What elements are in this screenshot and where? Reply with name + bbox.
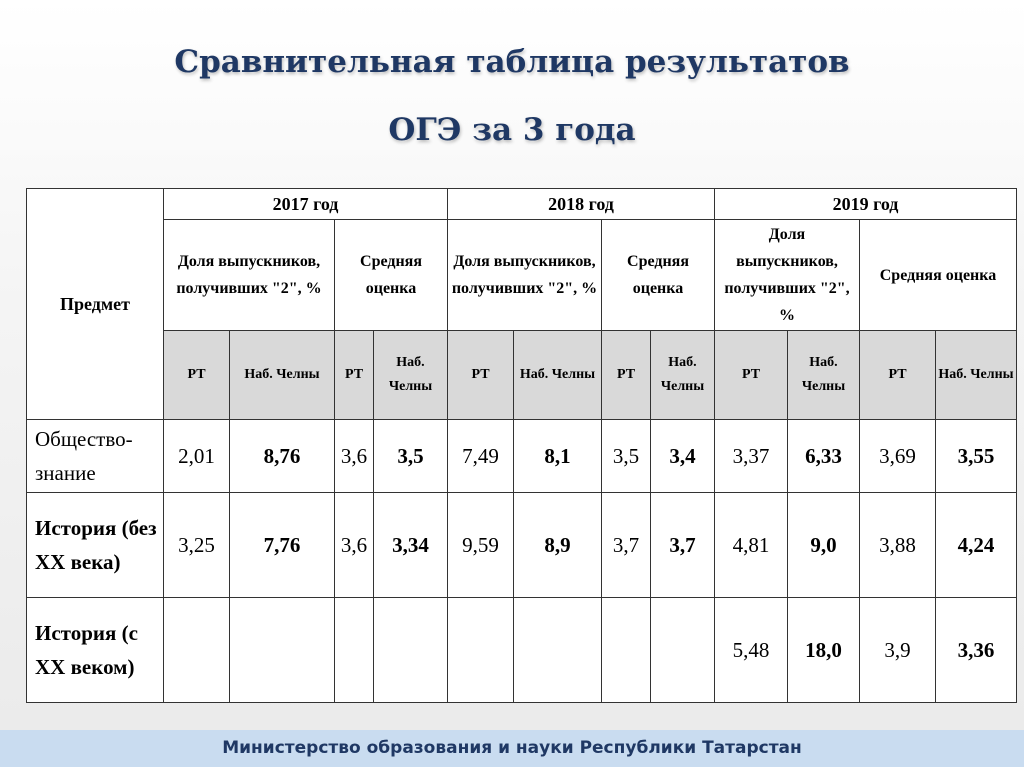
avg-score-header-2018: Средняя оценка: [602, 220, 715, 331]
value-cell: 3,7: [651, 493, 715, 598]
value-cell: 6,33: [788, 420, 860, 493]
fail-share-header-2019: Доля выпускников, получивших "2", %: [715, 220, 860, 331]
value-cell: 3,5: [602, 420, 651, 493]
year-header-2018: 2018 год: [448, 189, 715, 220]
value-cell: 9,59: [448, 493, 514, 598]
value-cell: 5,48: [715, 598, 788, 703]
fail-share-header-2018: Доля выпускников, получивших "2", %: [448, 220, 602, 331]
results-table: [26, 188, 1017, 703]
value-cell: [651, 598, 715, 703]
subject-name: История (без XX века): [27, 493, 164, 598]
value-cell: 3,55: [936, 420, 1017, 493]
value-cell: 3,25: [164, 493, 230, 598]
value-cell: [514, 598, 602, 703]
value-cell: 9,0: [788, 493, 860, 598]
title-line-2: ОГЭ за 3 года: [388, 112, 636, 148]
source-header-local: Наб. Челны: [788, 331, 860, 420]
value-cell: [230, 598, 335, 703]
value-cell: 8,76: [230, 420, 335, 493]
value-cell: [335, 598, 374, 703]
slide-title: [0, 28, 1024, 164]
subject-name: История (с XX веком): [27, 598, 164, 703]
table-row: [27, 598, 1017, 703]
source-header-rt: РТ: [164, 331, 230, 420]
subject-name: Общество-знание: [27, 420, 164, 493]
value-cell: [164, 598, 230, 703]
table-row: [27, 420, 1017, 493]
value-cell: 4,81: [715, 493, 788, 598]
value-cell: 3,36: [936, 598, 1017, 703]
title-line-1: Сравнительная таблица результатов: [174, 44, 850, 80]
value-cell: 8,9: [514, 493, 602, 598]
footer-banner: Министерство образования и науки Республики Татарстан: [0, 730, 1024, 767]
year-header-2017: 2017 год: [164, 189, 448, 220]
value-cell: 7,76: [230, 493, 335, 598]
value-cell: 3,6: [335, 493, 374, 598]
value-cell: 3,5: [374, 420, 448, 493]
value-cell: 3,34: [374, 493, 448, 598]
fail-share-header-2017: Доля выпускников, получивших "2", %: [164, 220, 335, 331]
source-header-rt: РТ: [860, 331, 936, 420]
source-header-local: Наб. Челны: [936, 331, 1017, 420]
source-header-local: Наб. Челны: [514, 331, 602, 420]
value-cell: [448, 598, 514, 703]
source-header-rt: РТ: [715, 331, 788, 420]
source-header-local: Наб. Челны: [374, 331, 448, 420]
value-cell: 4,24: [936, 493, 1017, 598]
avg-score-header-2017: Средняя оценка: [335, 220, 448, 331]
source-header-rt: РТ: [448, 331, 514, 420]
value-cell: 3,37: [715, 420, 788, 493]
source-header-rt: РТ: [335, 331, 374, 420]
value-cell: 3,88: [860, 493, 936, 598]
value-cell: 3,7: [602, 493, 651, 598]
value-cell: 8,1: [514, 420, 602, 493]
value-cell: 3,69: [860, 420, 936, 493]
source-header-local: Наб. Челны: [651, 331, 715, 420]
value-cell: [602, 598, 651, 703]
value-cell: [374, 598, 448, 703]
value-cell: 7,49: [448, 420, 514, 493]
source-header-rt: РТ: [602, 331, 651, 420]
value-cell: 2,01: [164, 420, 230, 493]
subject-column-header: Предмет: [27, 189, 164, 420]
avg-score-header-2019: Средняя оценка: [860, 220, 1017, 331]
source-header-local: Наб. Челны: [230, 331, 335, 420]
value-cell: 3,9: [860, 598, 936, 703]
value-cell: 18,0: [788, 598, 860, 703]
table-row: [27, 493, 1017, 598]
value-cell: 3,4: [651, 420, 715, 493]
year-header-2019: 2019 год: [715, 189, 1017, 220]
value-cell: 3,6: [335, 420, 374, 493]
